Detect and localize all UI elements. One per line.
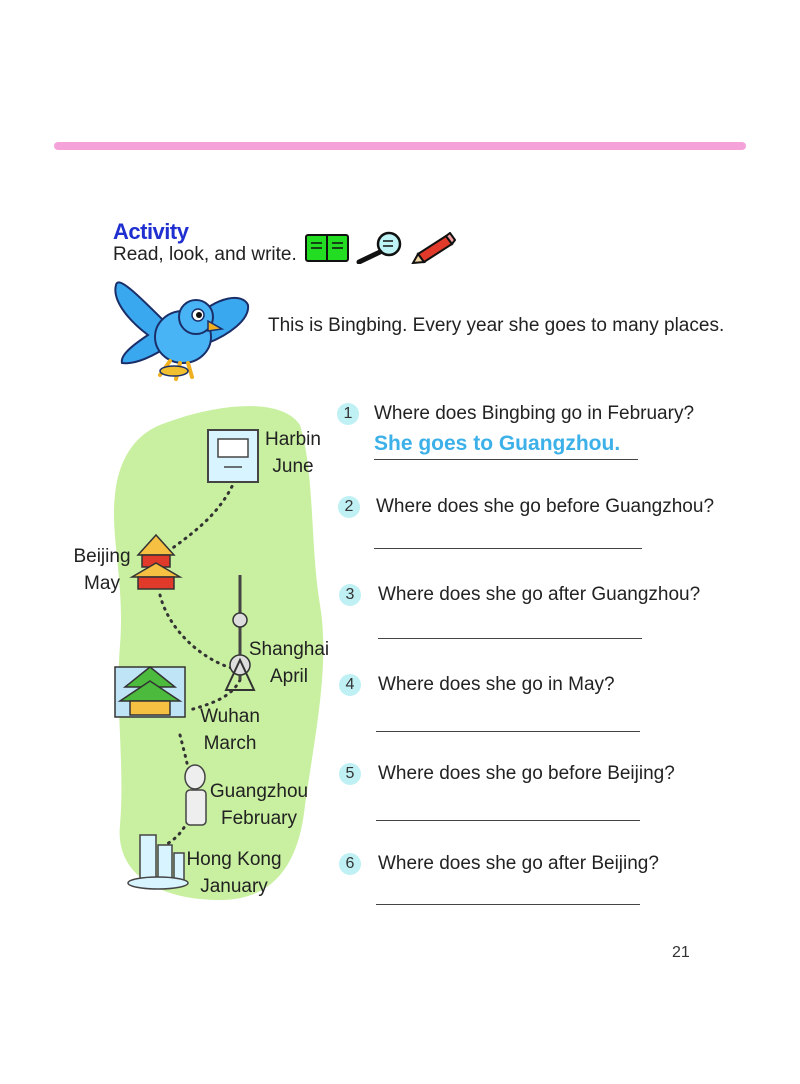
city-label-shanghai: Shanghai April — [248, 639, 330, 687]
question-number: 6 — [339, 853, 361, 875]
city-label-guangzhou: Guangzhou February — [209, 781, 309, 829]
city-label-hong-kong: Hong Kong January — [186, 849, 282, 897]
question-text: Where does she go before Guangzhou? — [376, 496, 715, 517]
answer-line[interactable] — [376, 820, 640, 821]
question-text: Where does she go after Guangzhou? — [378, 584, 701, 605]
answer-line[interactable] — [376, 904, 640, 905]
magnifier-icon — [355, 230, 407, 264]
guangzhou-statue-icon — [185, 765, 206, 825]
question-number: 5 — [339, 763, 361, 785]
answer-text: She goes to Guangzhou. — [374, 432, 621, 455]
wuhan-pavilion-icon — [115, 667, 185, 717]
activity-instruction: Read, look, and write. — [113, 244, 297, 265]
question-text: Where does she go after Beijing? — [378, 853, 659, 874]
harbin-landmark-icon — [208, 430, 258, 482]
page-number: 21 — [672, 944, 690, 961]
city-label-harbin: Harbin June — [265, 429, 321, 477]
answer-line[interactable] — [374, 459, 638, 460]
question-text: Where does she go in May? — [378, 674, 615, 695]
question-text: Where does she go before Beijing? — [378, 763, 675, 784]
question-number: 1 — [337, 403, 359, 425]
bird-illustration — [108, 275, 253, 385]
answer-line[interactable] — [374, 548, 642, 549]
question-text: Where does Bingbing go in February? — [374, 403, 695, 424]
pencil-icon — [410, 232, 456, 264]
question-number: 2 — [338, 496, 360, 518]
question-number: 3 — [339, 584, 361, 606]
city-label-wuhan: Wuhan March — [200, 706, 260, 754]
answer-line[interactable] — [378, 638, 642, 639]
pink-divider — [54, 142, 746, 150]
question-number: 4 — [339, 674, 361, 696]
activity-title: Activity — [113, 219, 189, 244]
answer-line[interactable] — [376, 731, 640, 732]
open-book-icon — [305, 233, 349, 263]
intro-text: This is Bingbing. Every year she goes to many places. — [268, 315, 725, 336]
city-label-beijing: Beijing May — [73, 546, 131, 594]
